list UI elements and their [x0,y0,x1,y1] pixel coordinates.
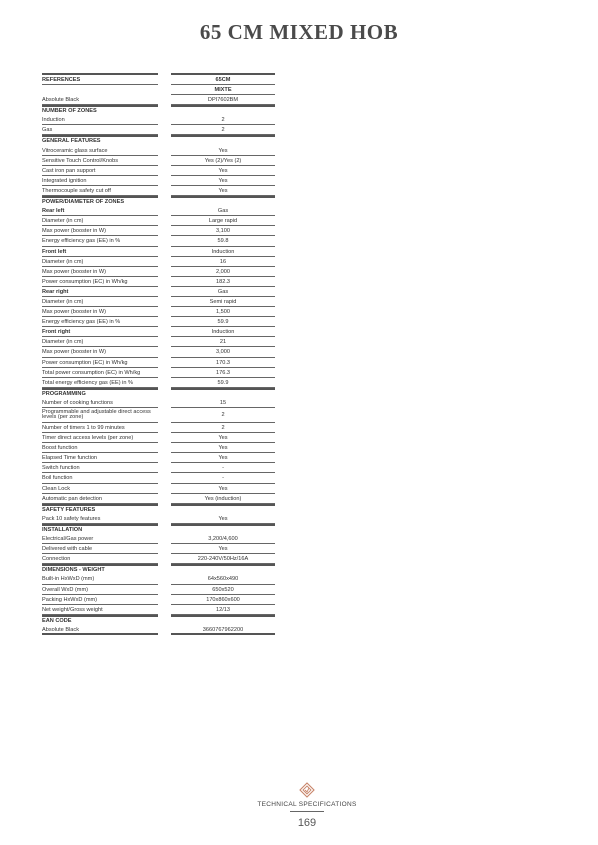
row-label: Timer direct access levels (per zone) [42,433,158,443]
row-value [171,196,275,206]
row-label: Programmable and adjustable direct access levels (per zone) [42,408,158,423]
row-label: Electrical/Gas power [42,534,158,544]
section-header-row [42,564,275,574]
row-label: Absolute Black [42,95,158,105]
row-label: Absolute Black [42,625,158,635]
table-row [42,277,275,287]
row-label: Diameter (in cm) [42,216,158,226]
section-header-row [42,105,275,115]
table-row [42,95,275,105]
row-value [171,135,275,145]
row-value: 3,000 [171,347,275,357]
row-label: SAFETY FEATURES [42,504,158,514]
row-value: 1,500 [171,307,275,317]
row-label: Integrated ignition [42,176,158,186]
row-label: Switch function [42,463,158,473]
size-label: 65CM [171,73,275,85]
row-value: - [171,473,275,483]
table-row [42,463,275,473]
table-row [42,595,275,605]
table-row [42,443,275,453]
row-label: Built-in HxWxD (mm) [42,574,158,584]
model-label: MIXTE [171,85,275,95]
row-label: Boost function [42,443,158,453]
page-number: 169 [297,817,317,829]
row-label: Thermocouple safety cut off [42,186,158,196]
table-row [42,358,275,368]
diamond-logo-icon [299,782,315,798]
row-label: Packing HxWxD (mm) [42,595,158,605]
section-header-row [42,524,275,534]
table-row [42,494,275,504]
table-row [42,146,275,156]
row-label: DIMENSIONS - WEIGHT [42,564,158,574]
row-value: 2 [171,423,275,433]
row-value: Yes [171,514,275,524]
row-label: Front right [42,327,158,337]
table-row [42,473,275,483]
row-value: 15 [171,398,275,408]
table-row [42,307,275,317]
row-value: Yes (induction) [171,494,275,504]
row-value: Yes [171,433,275,443]
row-value: Yes [171,146,275,156]
row-label: Rear right [42,287,158,297]
row-label: Connection [42,554,158,564]
row-value: 59.8 [171,236,275,246]
row-value [171,388,275,398]
row-value: Semi rapid [171,297,275,307]
row-label: Clean Lock [42,484,158,494]
row-value: 59.9 [171,317,275,327]
table-row [42,368,275,378]
table-row [42,287,275,297]
row-label: NUMBER OF ZONES [42,105,158,115]
table-row [42,186,275,196]
row-label: Max power (booster in W) [42,347,158,357]
row-label: Energy efficiency gas (EE) in % [42,236,158,246]
table-row [42,166,275,176]
row-value: 3,200/4,600 [171,534,275,544]
row-label: Diameter (in cm) [42,257,158,267]
row-value: Yes [171,186,275,196]
row-value: Yes [171,176,275,186]
row-value: 2 [171,408,275,423]
table-row [42,585,275,595]
row-value: 176.3 [171,368,275,378]
table-row [42,514,275,524]
table-row [42,433,275,443]
row-label: Delivered with cable [42,544,158,554]
row-label: Max power (booster in W) [42,267,158,277]
table-row [42,317,275,327]
row-label: Max power (booster in W) [42,307,158,317]
row-label: Pack 10 safety features [42,514,158,524]
row-value: Induction [171,327,275,337]
row-value: 64x560x490 [171,574,275,584]
table-row [42,327,275,337]
row-label: Gas [42,125,158,135]
table-row [42,423,275,433]
row-label: Boil function [42,473,158,483]
table-row [42,216,275,226]
row-label: Cast iron pan support [42,166,158,176]
row-label: Overall WxD (mm) [42,585,158,595]
row-value: 220-240V/50Hz/16A [171,554,275,564]
row-value: Yes [171,453,275,463]
table-row [42,257,275,267]
row-value [171,564,275,574]
table-row [42,625,275,635]
row-label: Vitroceramic glass surface [42,146,158,156]
table-row [42,544,275,554]
row-label: Net weight/Gross weight [42,605,158,615]
row-value: 650x520 [171,585,275,595]
section-header-row [42,388,275,398]
row-label: Induction [42,115,158,125]
row-label: INSTALLATION [42,524,158,534]
table-row [42,378,275,388]
row-value: 2 [171,115,275,125]
row-label: Max power (booster in W) [42,226,158,236]
row-label: Rear left [42,206,158,216]
row-label: Number of cooking functions [42,398,158,408]
row-label: Total power consumption (EC) in Wh/kg [42,368,158,378]
footer-label: TECHNICAL SPECIFICATIONS [257,801,357,808]
row-value [171,524,275,534]
table-row [42,453,275,463]
table-row [42,125,275,135]
row-value: DPI7602BM [171,95,275,105]
row-value: 2,000 [171,267,275,277]
row-value: 12/13 [171,605,275,615]
row-value: 170x860x600 [171,595,275,605]
references-label: REFERENCES [42,73,158,85]
table-row [42,226,275,236]
table-row [42,408,275,423]
model-row [42,85,275,95]
row-label: Power consumption (EC) in Wh/kg [42,277,158,287]
table-row [42,337,275,347]
table-row [42,484,275,494]
row-value: Yes [171,484,275,494]
row-label: Sensitive Touch Control/Knobs [42,156,158,166]
table-row [42,297,275,307]
table-row [42,176,275,186]
spec-table [42,73,275,635]
section-header-row [42,504,275,514]
table-row [42,267,275,277]
table-row [42,605,275,615]
row-label: Automatic pan detection [42,494,158,504]
row-value: Gas [171,287,275,297]
row-label: GENERAL FEATURES [42,135,158,145]
table-row [42,347,275,357]
section-header-row [42,615,275,625]
row-label: EAN CODE [42,615,158,625]
row-value: Yes [171,166,275,176]
row-label: Diameter (in cm) [42,297,158,307]
section-header-row [42,135,275,145]
table-row [42,554,275,564]
row-value: Gas [171,206,275,216]
footer-divider [290,811,324,812]
table-row [42,574,275,584]
row-label: Elapsed Time function [42,453,158,463]
row-value: 2 [171,125,275,135]
table-row [42,206,275,216]
row-label: Energy efficiency gas (EE) in % [42,317,158,327]
row-label: Front left [42,247,158,257]
page-title: 65 CM MIXED HOB [199,20,399,44]
row-value: 3660767962200 [171,625,275,635]
table-row [42,115,275,125]
row-value: Large rapid [171,216,275,226]
row-value: 21 [171,337,275,347]
row-value: Yes [171,544,275,554]
row-value: 170.3 [171,358,275,368]
row-label: POWER/DIAMETER OF ZONES [42,196,158,206]
row-value: - [171,463,275,473]
row-label: Power consumption (EC) in Wh/kg [42,358,158,368]
row-value: Yes [171,443,275,453]
table-row [42,534,275,544]
row-value: Induction [171,247,275,257]
table-row [42,236,275,246]
row-value [171,105,275,115]
table-row [42,156,275,166]
row-value [171,615,275,625]
table-row [42,247,275,257]
table-row [42,398,275,408]
row-value: Yes (2)/Yes (2) [171,156,275,166]
section-header-row [42,196,275,206]
row-label: PROGRAMMING [42,388,158,398]
row-value: 16 [171,257,275,267]
row-label: Total energy efficiency gas (EE) in % [42,378,158,388]
row-value [171,504,275,514]
table-header-row [42,73,275,85]
row-value: 182.3 [171,277,275,287]
row-value: 3,100 [171,226,275,236]
row-label: Diameter (in cm) [42,337,158,347]
row-value: 59.9 [171,378,275,388]
row-label: Number of timers 1 to 99 minutes [42,423,158,433]
